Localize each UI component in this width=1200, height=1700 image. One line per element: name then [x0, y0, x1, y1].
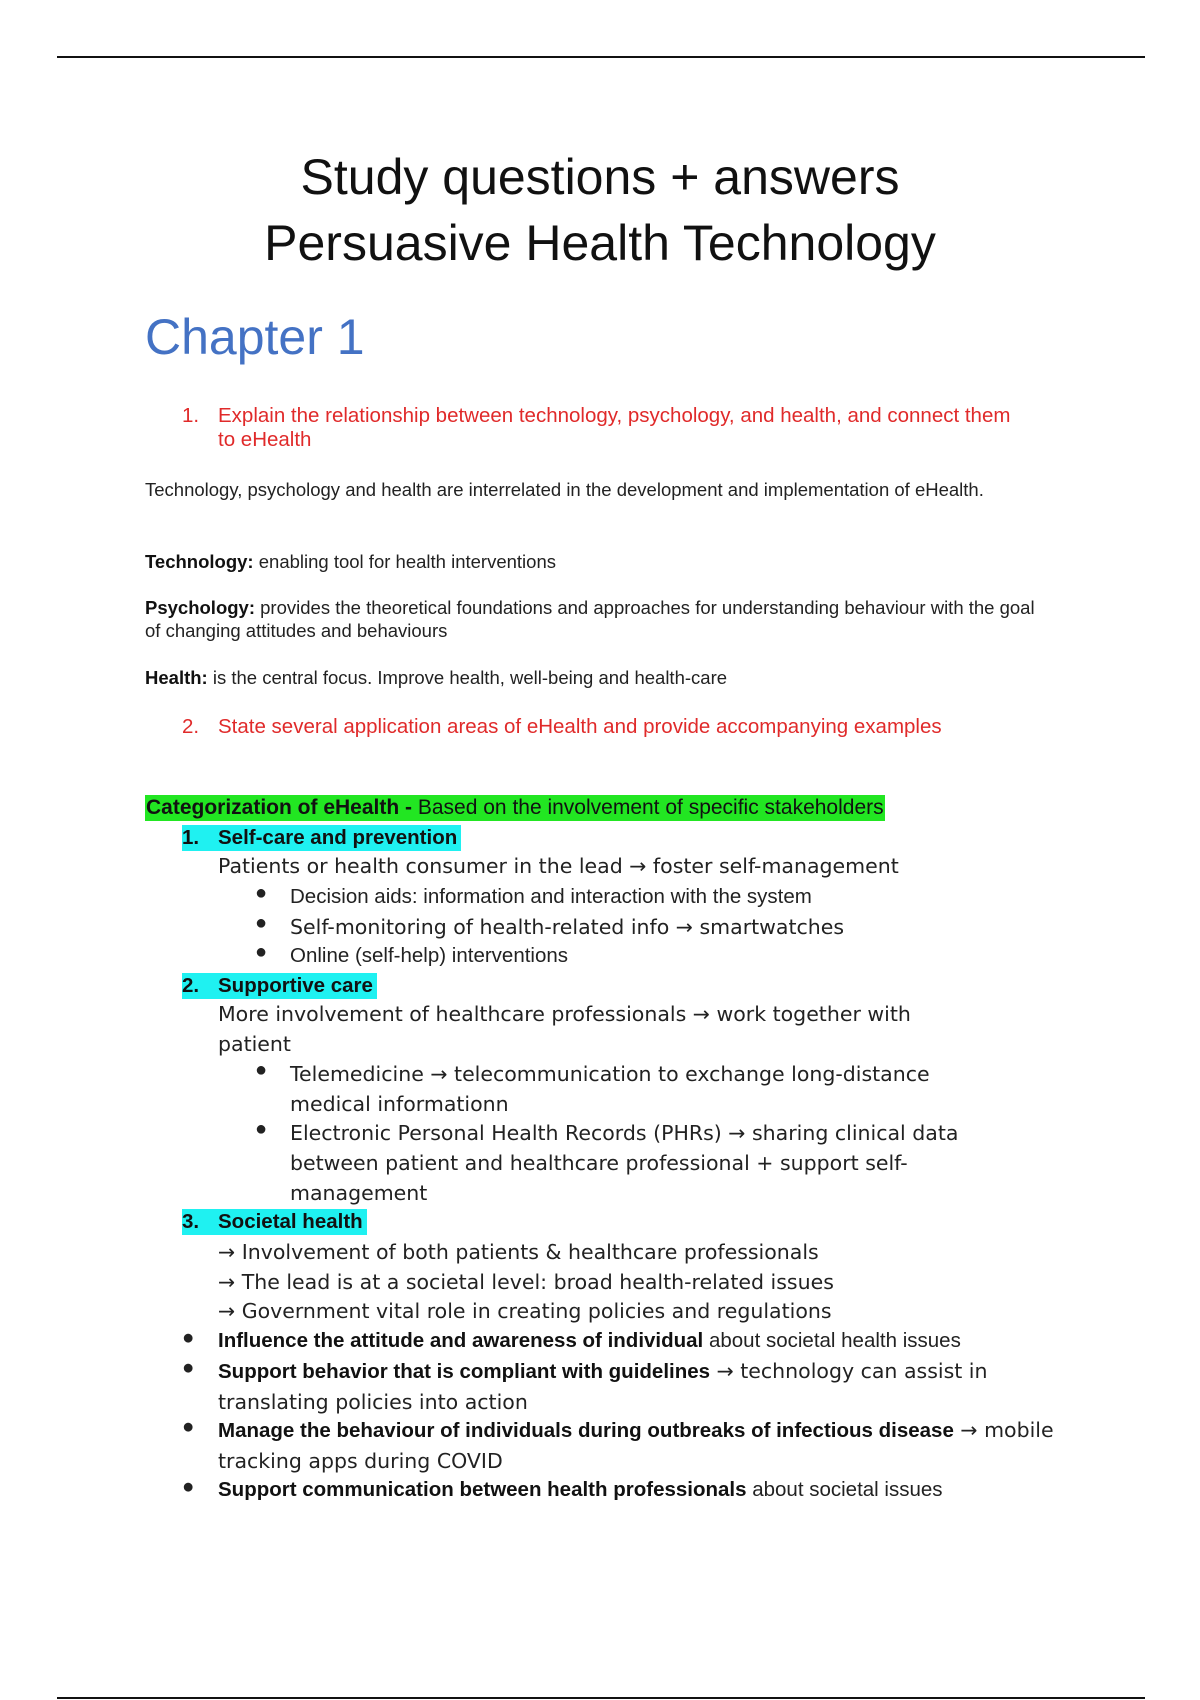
- list-item-rest: about societal health issues: [703, 1329, 961, 1352]
- categorization-heading: [145, 795, 885, 821]
- list-item-text: Online (self-help) interventions: [290, 944, 569, 967]
- list-item-text: [218, 1415, 1098, 1477]
- psychology-text: provides the theoretical foundations and approaches for understanding behaviour with the goal of changing attitudes and behaviours: [145, 597, 1035, 641]
- societal-line-3: → Government vital role in creating policies and regulations: [218, 1299, 832, 1323]
- bottom-rule: [57, 1697, 1145, 1699]
- supportive-care-description-line-1: More involvement of healthcare professionals → work together with: [218, 1002, 911, 1026]
- technology-text: enabling tool for health interventions: [253, 551, 556, 572]
- health-text: is the central focus. Improve health, well-being and health-care: [207, 667, 728, 688]
- health-label: Health:: [145, 667, 208, 688]
- bullet-icon: ●: [255, 912, 268, 934]
- health-paragraph: [145, 666, 1045, 689]
- list-item-text: [218, 1475, 1098, 1505]
- question-number: 2.: [182, 715, 200, 738]
- self-care-description: Patients or health consumer in the lead → foster self-management: [218, 854, 899, 878]
- list-item-text: Electronic Personal Health Records (PHRs) → sharing clinical data between patient and healthcare professional + support self-management: [290, 1121, 959, 1205]
- bullet-icon: ●: [255, 882, 268, 904]
- technology-label: Technology:: [145, 551, 254, 572]
- bullet-icon: ●: [255, 1059, 268, 1081]
- list-item-text: [218, 1356, 1098, 1418]
- bullet-icon: ●: [255, 1118, 268, 1140]
- section-number: 3.: [182, 1210, 200, 1233]
- list-item-text: Telemedicine → telecommunication to exchange long-distance medical informationn: [290, 1062, 930, 1116]
- psychology-label: Psychology:: [145, 597, 255, 618]
- categorization-heading-rest: Based on the involvement of specific stakeholders: [412, 796, 884, 819]
- chapter-heading: Chapter 1: [145, 309, 365, 365]
- list-item-bold: Influence the attitude and awareness of individual: [218, 1329, 704, 1352]
- section-societal-health: [182, 1209, 367, 1235]
- section-number: 2.: [182, 974, 200, 997]
- list-item-bold: Support communication between health professionals: [218, 1478, 747, 1501]
- list-item-rest: → technology can assist in translating policies into action: [218, 1359, 988, 1414]
- section-title: Societal health: [218, 1210, 363, 1233]
- section-number: 1.: [182, 826, 200, 849]
- categorization-heading-bold: Categorization of eHealth -: [146, 796, 413, 819]
- section-title: Supportive care: [218, 974, 373, 997]
- bullet-icon: ●: [182, 1356, 195, 1379]
- list-item-rest: about societal issues: [746, 1478, 943, 1501]
- question-text: Explain the relationship between technology, psychology, and health, and connect them to eHealth: [218, 404, 1011, 451]
- bullet-icon: ●: [255, 941, 268, 963]
- bullet-icon: ●: [182, 1475, 195, 1498]
- section-title: Self-care and prevention: [218, 826, 458, 849]
- supportive-care-description-line-2: patient: [218, 1032, 291, 1056]
- list-item-text: Decision aids: information and interaction with the system: [290, 885, 812, 908]
- list-item-bold: Manage the behaviour of individuals during outbreaks of infectious disease: [218, 1419, 954, 1442]
- list-item-text: [218, 1326, 1098, 1356]
- section-supportive-care: [182, 973, 377, 999]
- societal-line-2: → The lead is at a societal level: broad health-related issues: [218, 1270, 834, 1294]
- top-rule: [57, 56, 1145, 58]
- list-item-text: Self-monitoring of health-related info → smartwatches: [290, 915, 845, 939]
- technology-paragraph: [145, 550, 1045, 573]
- bullet-icon: ●: [182, 1326, 195, 1349]
- section-self-care: [182, 825, 461, 851]
- question-number: 1.: [182, 404, 200, 427]
- answer-intro: Technology, psychology and health are interrelated in the development and implementation of eHealth.: [145, 479, 984, 500]
- list-item-rest: → mobile tracking apps during COVID: [218, 1418, 1054, 1473]
- list-item-bold: Support behavior that is compliant with guidelines: [218, 1360, 711, 1383]
- societal-line-1: → Involvement of both patients & healthcare professionals: [218, 1240, 819, 1264]
- document-title-line-1: Study questions + answers: [300, 149, 900, 205]
- question-text: State several application areas of eHealth and provide accompanying examples: [218, 715, 942, 738]
- psychology-paragraph: [145, 596, 1045, 642]
- document-title-line-2: Persuasive Health Technology: [264, 215, 936, 271]
- bullet-icon: ●: [182, 1415, 195, 1438]
